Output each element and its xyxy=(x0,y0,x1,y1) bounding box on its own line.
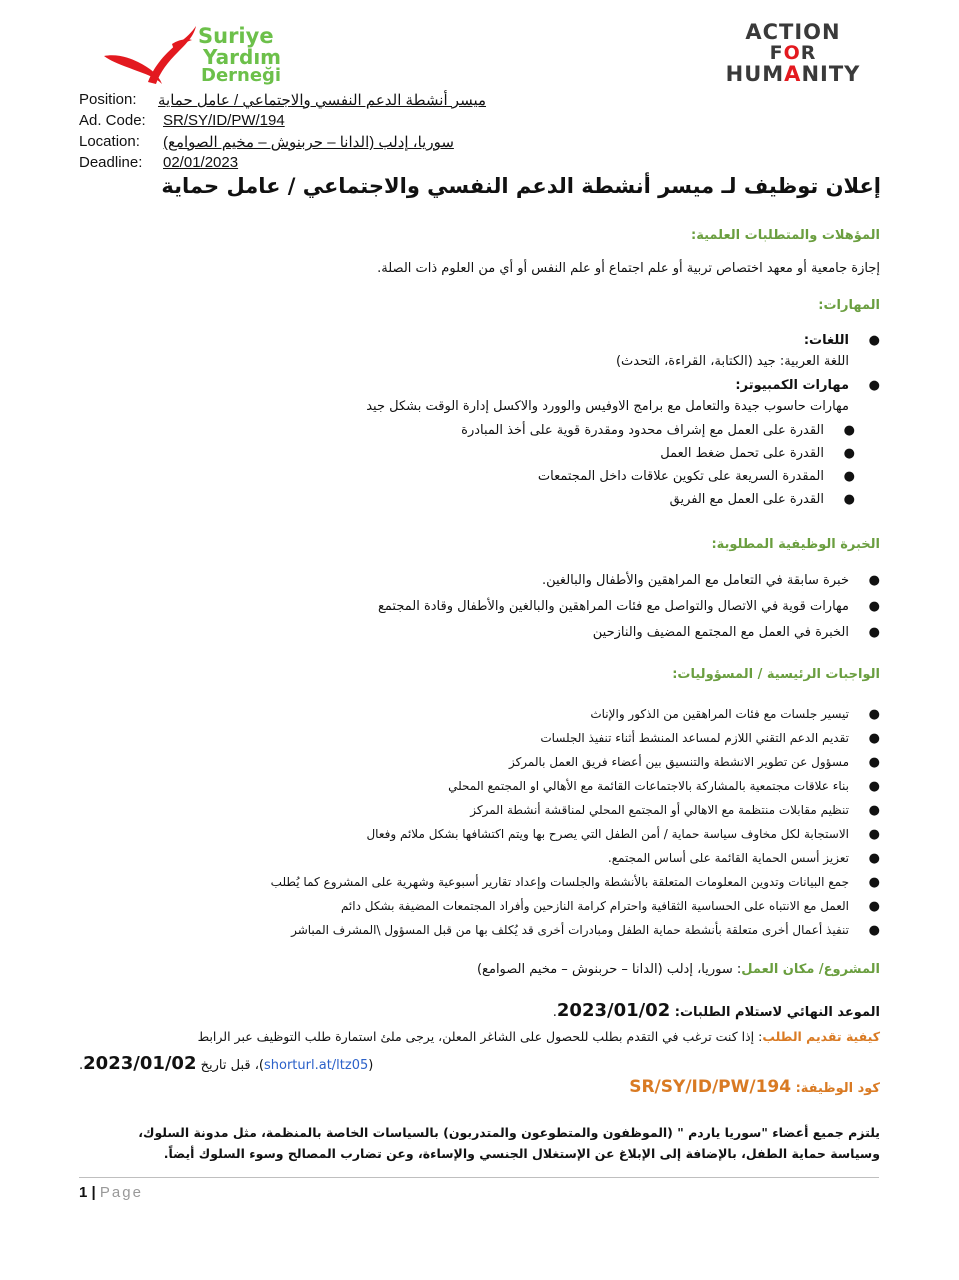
bullet-icon: ● xyxy=(868,803,880,818)
meta-position-value: ميسر أنشطة الدعم النفسي والاجتماعي / عامل حماية xyxy=(158,92,487,109)
list-item: ● مهارات قوية في الاتصال والتواصل مع فئات المراهقين والبالغين والأطفال وقادة المجتمع xyxy=(377,599,880,614)
commitment-line-2: وسياسة حماية الطفل، بالإضافة إلى الإبلاغ عن الإستغلال الجنسي والإساءة، وعن تضارب المصالح وسوء السلوك أيضاً. xyxy=(163,1146,880,1161)
list-item: ● جمع البيانات وتدوين المعلومات المتعلقة بالأنشطة والجلسات وإعداد تقارير أسبوعية وشهرية على المشروع كما يُطلب xyxy=(270,875,880,890)
list-item: ● تيسير جلسات مع فئات المراهقين من الذكور والإناث xyxy=(590,707,880,722)
skills-computer-list xyxy=(735,378,880,393)
bullet-icon: ● xyxy=(843,423,855,438)
meta-deadline-key: Deadline: xyxy=(79,154,143,171)
apply-link[interactable]: shorturl.at/ltz05 xyxy=(264,1058,369,1073)
experience-heading: الخبرة الوظيفية المطلوبة: xyxy=(711,537,880,552)
bullet-icon: ● xyxy=(868,573,880,588)
project-location: المشروع/ مكان العمل: سوريا، إدلب (الدانا – حربنوش – مخيم الصوامع) xyxy=(476,962,880,977)
deadline-label: الموعد النهائي لاستلام الطلبات: xyxy=(670,1005,880,1020)
qualifications-heading: المؤهلات والمتطلبات العلمية: xyxy=(691,228,880,243)
bullet-icon: ● xyxy=(868,707,880,722)
job-code xyxy=(629,1077,880,1097)
languages-text: اللغة العربية: جيد (الكتابة، القراءة، التحدث) xyxy=(615,354,849,369)
bullet-icon: ● xyxy=(868,599,880,614)
bullet-icon: ● xyxy=(843,492,855,507)
apply-label: كيفية تقديم الطلب xyxy=(762,1029,880,1044)
languages-label: اللغات: xyxy=(803,333,849,348)
skills-heading: المهارات: xyxy=(818,298,880,313)
logo-word-humanity: HUMANITY xyxy=(725,62,861,86)
list-item: ● العمل مع الانتباه على الحساسية الثقافية واحترام كرامة النازحين وأفراد المجتمعات المضيفة بشكل دائم xyxy=(340,899,880,914)
page-number: 1 | Page xyxy=(79,1184,143,1201)
logo-word-dernegi: Derneği xyxy=(201,65,282,86)
deadline-date: 2023/01/02 xyxy=(556,1000,671,1021)
bullet-icon: ● xyxy=(868,827,880,842)
logo-word-action: ACTION xyxy=(745,20,841,44)
hands-heart-icon xyxy=(100,22,200,88)
bullet-icon: ● xyxy=(868,755,880,770)
list-item: ● القدرة على العمل مع الفريق xyxy=(669,492,855,507)
project-label: المشروع/ مكان العمل xyxy=(741,962,880,977)
job-code-value: SR/SY/ID/PW/194 xyxy=(629,1077,792,1097)
list-item xyxy=(803,333,880,348)
apply-date: 2023/01/02 xyxy=(83,1053,197,1074)
meta-deadline-value: 02/01/2023 xyxy=(163,154,239,171)
logo-word-suriye: Suriye xyxy=(198,24,274,48)
bullet-icon: ● xyxy=(868,333,880,348)
bullet-icon: ● xyxy=(868,899,880,914)
list-item: ● المقدرة السريعة على تكوين علاقات داخل المجتمعات xyxy=(537,469,855,484)
logo-word-yardim: Yardım xyxy=(203,45,282,69)
skills-list xyxy=(461,423,855,515)
list-item: ● تنفيذ أعمال أخرى متعلقة بأنشطة حماية الطفل ومبادرات أخرى قد يُكلف بها من قبل المسؤول \المشرف المباشر xyxy=(291,923,880,938)
bullet-icon: ● xyxy=(868,923,880,938)
apply-line-1: كيفية تقديم الطلب: إذا كنت ترغب في التقدم بطلب للحصول على الشاغر المعلن، يرجى ملئ استمارة طلب التوظيف عبر الرابط xyxy=(197,1029,880,1044)
list-item: ● مسؤول عن تطوير الانشطة والتنسيق بين أعضاء فريق العمل بالمركز xyxy=(508,755,880,770)
meta-position-key: Position: xyxy=(79,91,137,108)
list-item: ● القدرة على تحمل ضغط العمل xyxy=(660,446,855,461)
suriye-yardim-logo xyxy=(100,22,290,92)
action-for-humanity-logo xyxy=(718,22,868,86)
bullet-icon: ● xyxy=(843,469,855,484)
page-title: إعلان توظيف لـ ميسر أنشطة الدعم النفسي والاجتماعي / عامل حماية xyxy=(161,174,881,198)
list-item: ● الخبرة في العمل مع المجتمع المضيف والنازحين xyxy=(592,625,880,640)
job-code-label: كود الوظيفة: xyxy=(791,1081,880,1096)
project-value: سوريا، إدلب (الدانا – حربنوش – مخيم الصوامع) xyxy=(476,962,737,977)
meta-adcode-value: SR/SY/ID/PW/194 xyxy=(163,112,285,129)
bullet-icon: ● xyxy=(868,625,880,640)
bullet-icon: ● xyxy=(868,851,880,866)
commitment-line-1: يلتزم جميع أعضاء "سوريا ياردم " (الموظفون والمتطوعون والمتدربون) بالسياسات الخاصة بالمنظمة، مثل مدونة السلوك، xyxy=(138,1125,880,1140)
footer-divider xyxy=(79,1177,879,1178)
bullet-icon: ● xyxy=(868,875,880,890)
skills-languages-list xyxy=(804,333,880,348)
qualifications-text: إجازة جامعية أو معهد اختصاص تربية أو علم اجتماع أو علم النفس أو أي من العلوم ذات الصلة. xyxy=(377,261,880,276)
list-item: ● القدرة على العمل مع إشراف محدود ومقدرة قوية على أخذ المبادرة xyxy=(461,423,855,438)
list-item: ● تنظيم مقابلات منتظمة مع الاهالي أو المجتمع المحلي لمناقشة أنشطة المركز xyxy=(470,803,880,818)
duties-heading: الواجبات الرئيسية / المسؤوليات: xyxy=(672,667,880,682)
apply-line-2: (shorturl.at/ltz05)، قبل تاريخ 2023/01/02. xyxy=(79,1053,374,1074)
computer-label: مهارات الكمبيوتر: xyxy=(735,378,849,393)
experience-list xyxy=(377,573,880,651)
computer-text: مهارات حاسوب جيدة والتعامل مع برامج الاوفيس والوورد والاكسل إدارة الوقت بشكل جيد xyxy=(366,399,849,414)
meta-location-key: Location: xyxy=(79,133,140,150)
list-item: ● بناء علاقات مجتمعية بالمشاركة بالاجتماعات القائمة مع الأهالي او المجتمع المحلي xyxy=(448,779,880,794)
meta-location-value: سوريا، إدلب (الدانا – حربنوش – مخيم الصوامع) xyxy=(163,134,454,151)
bullet-icon: ● xyxy=(868,731,880,746)
list-item: ● خبرة سابقة في التعامل مع المراهقين والأطفال والبالغين. xyxy=(541,573,880,588)
list-item: ● تعزيز أسس الحماية القائمة على أساس المجتمع. xyxy=(607,851,880,866)
meta-adcode-key: Ad. Code: xyxy=(79,112,146,129)
duties-list xyxy=(270,707,880,947)
bullet-icon: ● xyxy=(843,446,855,461)
application-deadline: الموعد النهائي لاستلام الطلبات: 2023/01/02. xyxy=(552,1000,880,1021)
bullet-icon: ● xyxy=(868,779,880,794)
list-item xyxy=(735,378,880,393)
logo-word-for: FOR xyxy=(769,42,817,64)
list-item: ● تقديم الدعم التقني اللازم لمساعد المنشط أثناء تنفيذ الجلسات xyxy=(540,731,880,746)
bullet-icon: ● xyxy=(868,378,880,393)
list-item: ● الاستجابة لكل مخاوف سياسة حماية / أمن الطفل التي يصرح بها ويتم اكتشافها بشكل ملائم وفعال xyxy=(366,827,880,842)
